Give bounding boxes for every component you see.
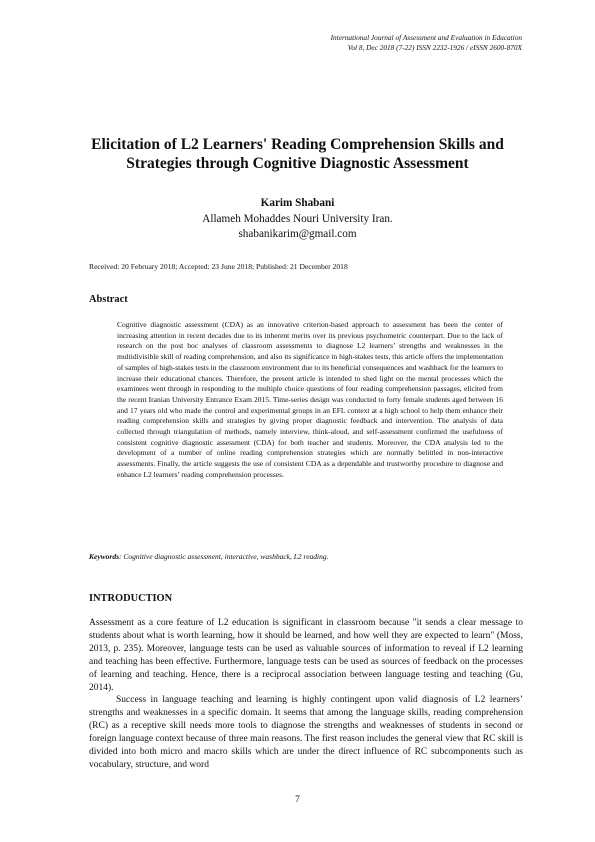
publication-dates: Received: 20 February 2018; Accepted: 23 June 2018; Published: 21 December 2018 xyxy=(89,262,348,271)
article-title: Elicitation of L2 Learners' Reading Comprehension Skills and Strategies through Cognitive Diagnostic Assessment xyxy=(91,136,504,172)
introduction-paragraph-2: Success in language teaching and learning is highly contingent upon valid diagnosis of L2 learners’ strengths and weaknesses in a specific domain. It seems that among the language skills, reading comprehension (RC) as a receptive skill needs more tools to diagnose the strengths and weaknesses of students in second or foreign language context because of three main reasons. The first reason includes the general view that RC skill is divided into both micro and macro skills which are under the direct influence of RC subcomponents such as vocabulary, structure, and word xyxy=(89,695,523,770)
introduction-paragraph-1: Assessment as a core feature of L2 education is significant in classroom because "it sends a clear message to students about what is worth learning, how it should be learned, and how well they are expected to learn" (Moss, 2013, p. 235). Moreover, language tests can be used as valuable sources of information to reveal if L2 learning and teaching has been effective. Furthermore, language tests can be used as sources of feedback on the processes of learning and teaching. Hence, there is a reciprocal association between language testing and teaching (Gu, 2014). xyxy=(89,618,523,693)
introduction-heading: INTRODUCTION xyxy=(89,593,173,604)
page-number: 7 xyxy=(295,795,300,805)
keywords-text: : Cognitive diagnostic assessment, interactive, washback, L2 reading. xyxy=(119,552,329,561)
author-name: Karim Shabani xyxy=(260,197,335,209)
journal-volume-issn: Vol 8, Dec 2018 (7-22) ISSN 2232-1926 / eISSN 2600-870X xyxy=(347,43,522,52)
abstract-text: Cognitive diagnostic assessment (CDA) as an innovative criterion-based approach to assessment has been the center of increasing attention in recent decades due to its inherent merits over its previous psychometric counterpart. Due to the lack of research on the post hoc analyses of classroom assessments to diagnose L2 learners’ strengths and weaknesses in the multidivisible skill of reading comprehension, and also its significance in high-stakes tests, this article offers the implementation of samples of high-stakes tests in the classroom environment due to its beneficial consequences and washback for the learners to increase their educational chances. Therefore, the present article is intended to shed light on the mental processes which the examinees went through in responding to the multiple choice questions of four reading comprehension passages, elicited from the recent Iranian University Entrance Exam 2015. Time-series design was conducted to forty female students aged between 16 and 17 years old who made the control and experimental groups in an EFL context at a high school to help them enhance their reading comprehension skills and strategies by giving proper diagnostic feedback and intervention. The analysis of data collected through triangulation of methods, namely interview, think-aloud, and self-assessment confirmed the usefulness of consistent cognitive diagnostic assessment (CDA) for both teacher and students. Moreover, the CDA analysis led to the development of a number of online reading comprehension strategies which are normally belittled in non-interactive assessments. Finally, the article suggests the use of consistent CDA as a dependable and trustworthy procedure to diagnose and enhance L2 learners’ reading comprehension processes. xyxy=(117,320,503,479)
journal-name: International Journal of Assessment and Evaluation in Education xyxy=(330,33,522,42)
keywords-line xyxy=(89,552,329,561)
author-email: shabanikarim@gmail.com xyxy=(238,228,357,240)
author-affiliation: Allameh Mohaddes Nouri University Iran. xyxy=(202,213,393,225)
abstract-heading: Abstract xyxy=(89,294,128,305)
keywords-label: Keywords xyxy=(89,552,119,561)
introduction-body xyxy=(89,617,523,772)
